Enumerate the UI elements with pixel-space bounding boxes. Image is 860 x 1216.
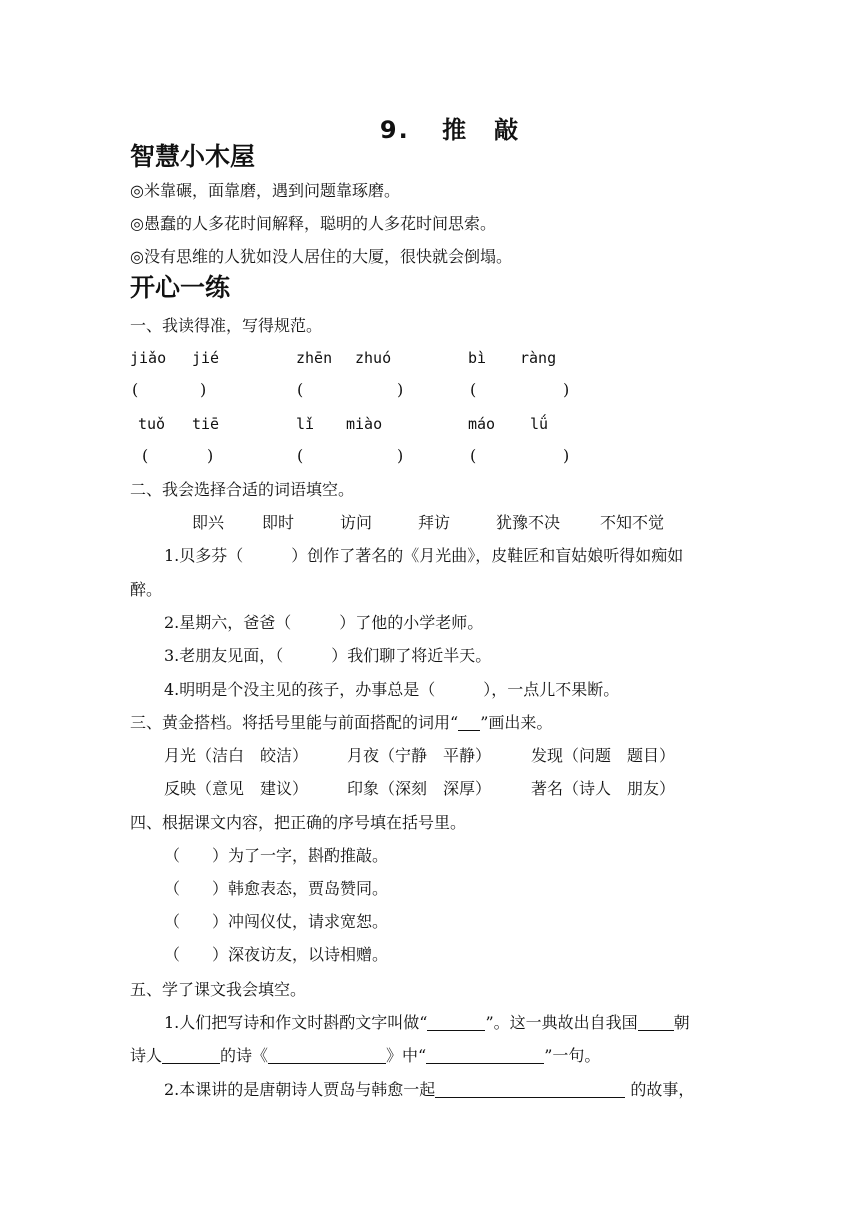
- q5-item-1-text: 》中“: [386, 1046, 427, 1065]
- pinyin: zhuó: [355, 349, 392, 367]
- word-option: 犹豫不决: [496, 513, 561, 532]
- pairing-item: 著名（诗人 朋友）: [531, 779, 676, 798]
- q2-title: 二、我会选择合适的词语填空。: [130, 480, 355, 499]
- q3-title-start: 三、黄金搭档。将括号里能与前面搭配的词用“: [130, 713, 459, 732]
- pinyin: miào: [346, 415, 383, 433]
- word-option: 不知不觉: [600, 513, 665, 532]
- blank-line: [268, 1047, 386, 1064]
- pinyin: máo: [468, 415, 496, 433]
- q5-item-1-text: 的诗《: [220, 1046, 269, 1065]
- q5-item-1-text: 朝: [673, 1013, 690, 1032]
- q3-title: [130, 713, 552, 733]
- practice-heading: 开心一练: [130, 273, 231, 302]
- q5-title: 五、学了课文我会填空。: [130, 980, 307, 999]
- blank-line: [427, 1014, 485, 1031]
- answer-paren-open: (: [132, 380, 139, 399]
- answer-paren-close: ): [397, 380, 404, 399]
- answer-paren-close: ): [200, 380, 207, 399]
- ordering-item: （ ）为了一字，斟酌推敲。: [164, 846, 389, 865]
- q3-title-end: ”画出来。: [480, 713, 553, 732]
- answer-paren-open: (: [470, 446, 477, 465]
- pinyin: jié: [192, 349, 220, 367]
- q2-item-1: 1.贝多芬（ ）创作了著名的《月光曲》，皮鞋匠和盲姑娘听得如痴如: [164, 546, 684, 565]
- pairing-item: 月夜（宁静 平静）: [347, 746, 492, 765]
- ordering-item: （ ）冲闯仪仗，请求宽恕。: [164, 912, 389, 931]
- pinyin: ràng: [520, 349, 557, 367]
- wisdom-quote: ◎米靠碾，面靠磨，遇到问题靠琢磨。: [130, 181, 400, 200]
- word-option: 访问: [340, 513, 373, 532]
- pinyin: tuǒ: [138, 415, 166, 433]
- q5-item-1: [164, 1013, 690, 1033]
- wisdom-quote: ◎没有思维的人犹如没人居住的大厦，很快就会倒塌。: [130, 247, 512, 266]
- ordering-item: （ ）深夜访友，以诗相赠。: [164, 945, 389, 964]
- blank-line: [638, 1014, 674, 1031]
- lesson-number: 9.: [379, 116, 410, 144]
- q5-item-1-text: ”。这一典故出自我国: [485, 1013, 638, 1032]
- wisdom-heading: 智慧小木屋: [130, 142, 256, 171]
- word-option: 即时: [262, 513, 295, 532]
- q2-item-4: 4.明明是个没主见的孩子，办事总是（ ），一点儿不果断。: [164, 680, 620, 699]
- pinyin: bì: [468, 349, 487, 367]
- pairing-item: 月光（洁白 皎洁）: [164, 746, 309, 765]
- answer-paren-open: (: [297, 446, 304, 465]
- page-title: [0, 110, 860, 145]
- pairing-item: 印象（深刻 深厚）: [347, 779, 492, 798]
- q2-item-2: 2.星期六，爸爸（ ）了他的小学老师。: [164, 613, 484, 632]
- lesson-title: 推 敲: [442, 116, 521, 144]
- q2-item-1-cont: 醉。: [130, 580, 163, 599]
- answer-paren-close: ): [563, 446, 570, 465]
- answer-paren-open: (: [470, 380, 477, 399]
- q5-item-1-text: 1.人们把写诗和作文时斟酌文字叫做“: [164, 1013, 428, 1032]
- word-option: 拜访: [418, 513, 451, 532]
- pinyin: jiǎo: [130, 349, 167, 367]
- ordering-item: （ ）韩愈表态，贾岛赞同。: [164, 879, 389, 898]
- q2-item-3: 3.老朋友见面，（ ）我们聊了将近半天。: [164, 646, 492, 665]
- pinyin: lǘ: [530, 415, 549, 433]
- q5-item-2-text: 2.本课讲的是唐朝诗人贾岛与韩愈一起: [164, 1080, 436, 1099]
- underline-mark: [458, 714, 480, 731]
- q4-title: 四、根据课文内容，把正确的序号填在括号里。: [130, 813, 467, 832]
- q5-item-2: [164, 1080, 694, 1100]
- answer-paren-open: (: [142, 446, 149, 465]
- q1-title: 一、我读得准，写得规范。: [130, 316, 323, 335]
- pinyin: zhēn: [296, 349, 333, 367]
- q5-item-2-text: 的故事，: [630, 1080, 695, 1099]
- pinyin: lǐ: [296, 415, 315, 433]
- q5-item-1-cont: [130, 1046, 600, 1066]
- blank-line: [426, 1047, 544, 1064]
- blank-line: [162, 1047, 220, 1064]
- answer-paren-close: ): [397, 446, 404, 465]
- pinyin: tiē: [192, 415, 220, 433]
- q5-item-1-text: 诗人: [130, 1046, 163, 1065]
- pairing-item: 反映（意见 建议）: [164, 779, 309, 798]
- answer-paren-close: ): [207, 446, 214, 465]
- answer-paren-close: ): [563, 380, 570, 399]
- q5-item-1-text: ”一句。: [544, 1046, 601, 1065]
- wisdom-quote: ◎愚蠢的人多花时间解释，聪明的人多花时间思索。: [130, 214, 496, 233]
- blank-line: [435, 1081, 625, 1098]
- word-option: 即兴: [192, 513, 225, 532]
- pairing-item: 发现（问题 题目）: [531, 746, 676, 765]
- answer-paren-open: (: [297, 380, 304, 399]
